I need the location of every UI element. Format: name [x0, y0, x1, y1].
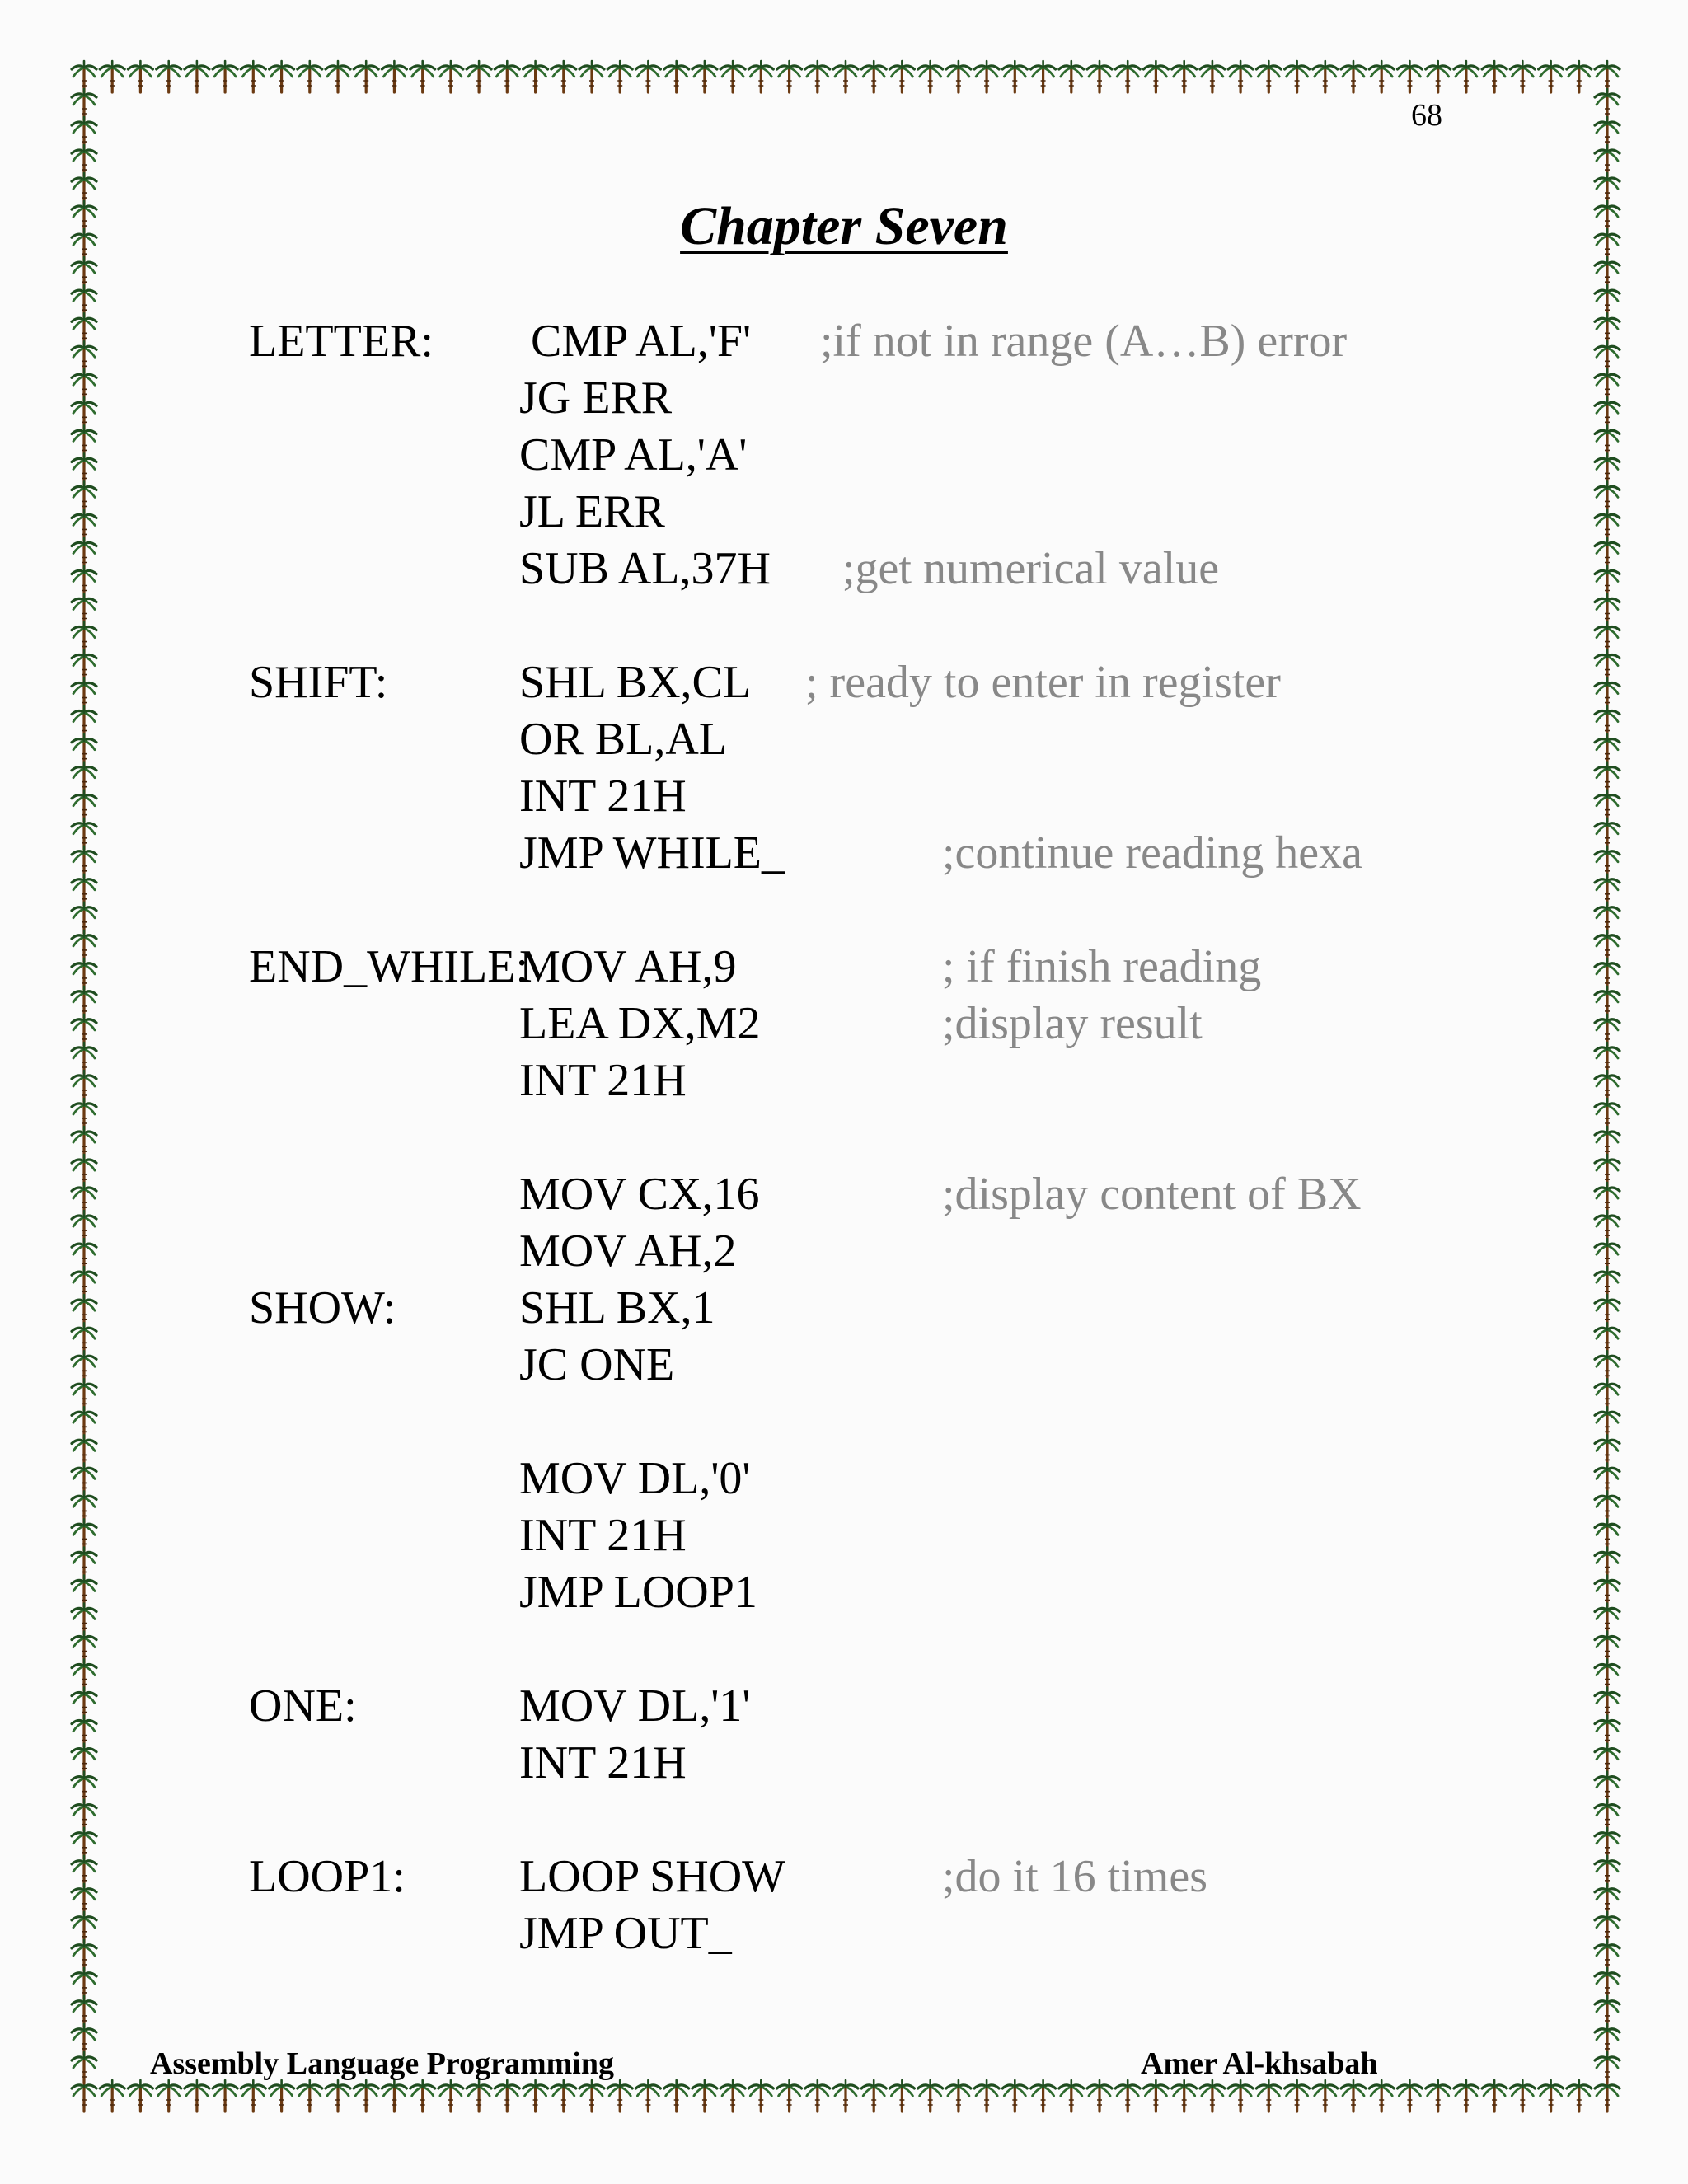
code-comment: ;if not in range (A…B) error [820, 316, 1348, 367]
palm-tree-icon [72, 622, 96, 654]
palm-tree-icon [1595, 1968, 1620, 1999]
palm-tree-icon [72, 1211, 96, 1242]
palm-tree-icon [692, 2080, 717, 2111]
palm-tree-icon [833, 61, 858, 92]
palm-tree-icon [1595, 285, 1620, 316]
palm-tree-icon [1595, 481, 1620, 513]
palm-tree-icon [72, 425, 96, 457]
palm-tree-icon [1482, 61, 1507, 92]
palm-tree-icon [1087, 2080, 1112, 2111]
code-instruction: OR BL,AL [519, 714, 727, 765]
palm-tree-icon [1595, 1744, 1620, 1775]
code-instruction: INT 21H [519, 1510, 687, 1561]
palm-tree-icon [1172, 61, 1197, 92]
palm-tree-icon [1595, 818, 1620, 850]
palm-tree-icon [298, 61, 322, 92]
palm-tree-icon [72, 1632, 96, 1663]
palm-tree-icon [1595, 930, 1620, 962]
palm-tree-icon [72, 89, 96, 120]
palm-tree-icon [72, 706, 96, 738]
palm-tree-icon [974, 61, 999, 92]
code-instruction: SUB AL,37H [519, 543, 771, 594]
code-instruction: CMP AL,'A' [519, 429, 748, 480]
palm-tree-icon [72, 1351, 96, 1382]
palm-tree-icon [1595, 1239, 1620, 1270]
palm-tree-icon [1595, 1548, 1620, 1579]
palm-tree-icon [607, 2080, 632, 2111]
palm-tree-icon [72, 145, 96, 176]
palm-tree-icon [354, 61, 378, 92]
code-comment: ;do it 16 times [942, 1851, 1207, 1902]
palm-tree-icon [72, 2052, 96, 2083]
palm-tree-icon [1595, 790, 1620, 822]
palm-tree-icon [72, 1828, 96, 1859]
footer-author: Amer Al-khsabah [1141, 2046, 1378, 2081]
palm-tree-icon [72, 285, 96, 316]
palm-tree-icon [72, 453, 96, 485]
palm-tree-icon [692, 61, 717, 92]
footer-book-title: Assembly Language Programming [150, 2046, 614, 2081]
palm-tree-icon [495, 61, 519, 92]
code-instruction: JC ONE [519, 1339, 675, 1390]
palm-tree-icon [72, 594, 96, 626]
palm-tree-icon [354, 2080, 378, 2111]
palm-tree-icon [1567, 61, 1592, 92]
palm-tree-icon [72, 1519, 96, 1550]
palm-tree-icon [1595, 1912, 1620, 1943]
palm-tree-icon [1595, 538, 1620, 569]
palm-tree-icon [72, 818, 96, 850]
palm-tree-icon [1369, 2080, 1394, 2111]
code-instruction: JL ERR [519, 486, 665, 537]
palm-tree-icon [1595, 1576, 1620, 1607]
code-instruction: JG ERR [519, 373, 673, 424]
palm-tree-icon [1567, 2080, 1592, 2111]
palm-tree-icon [72, 1155, 96, 1186]
palm-tree-icon [1595, 1435, 1620, 1466]
palm-tree-icon [72, 1912, 96, 1943]
palm-tree-icon [1595, 1884, 1620, 1915]
palm-tree-icon [805, 2080, 830, 2111]
palm-tree-icon [72, 1800, 96, 1831]
palm-tree-icon [72, 790, 96, 822]
palm-tree-icon [1595, 594, 1620, 626]
palm-tree-icon [72, 1043, 96, 1074]
palm-tree-icon [438, 2080, 463, 2111]
palm-tree-icon [1426, 2080, 1451, 2111]
palm-tree-icon [72, 1239, 96, 1270]
palm-tree-icon [1595, 1660, 1620, 1691]
palm-tree-icon [72, 2080, 96, 2111]
code-label: SHIFT: [249, 657, 388, 708]
palm-tree-icon [777, 61, 802, 92]
palm-tree-icon [889, 61, 914, 92]
palm-tree-icon [1595, 1996, 1620, 2027]
palm-tree-icon [1595, 846, 1620, 878]
code-instruction: JMP OUT_ [519, 1908, 732, 1959]
palm-tree-icon [270, 2080, 294, 2111]
palm-tree-icon [72, 229, 96, 260]
palm-tree-icon [72, 958, 96, 990]
palm-tree-icon [1595, 2052, 1620, 2083]
code-comment: ; if finish reading [942, 941, 1262, 992]
palm-tree-icon [72, 874, 96, 906]
palm-tree-icon [861, 61, 886, 92]
palm-tree-icon [1595, 1183, 1620, 1214]
palm-tree-icon [1595, 1351, 1620, 1382]
palm-tree-icon [1595, 229, 1620, 260]
palm-tree-icon [551, 61, 576, 92]
palm-tree-icon [185, 2080, 209, 2111]
palm-tree-icon [1313, 61, 1338, 92]
code-label: LETTER: [249, 316, 434, 367]
palm-tree-icon [72, 987, 96, 1018]
palm-tree-icon [1510, 2080, 1535, 2111]
palm-tree-icon [467, 61, 491, 92]
palm-tree-icon [72, 173, 96, 204]
palm-tree-icon [1595, 425, 1620, 457]
palm-tree-icon [128, 61, 152, 92]
palm-tree-icon [72, 257, 96, 288]
palm-tree-icon [1595, 1015, 1620, 1046]
code-label: END_WHILE: [249, 941, 529, 992]
code-instruction: CMP AL,'F' [519, 316, 752, 367]
code-instruction: MOV DL,'1' [519, 1680, 751, 1732]
palm-tree-icon [72, 117, 96, 148]
palm-tree-icon [1256, 61, 1281, 92]
palm-tree-icon [1595, 1407, 1620, 1438]
palm-tree-icon [72, 397, 96, 429]
palm-tree-icon [551, 2080, 576, 2111]
palm-tree-icon [72, 1856, 96, 1887]
palm-tree-icon [382, 61, 406, 92]
palm-tree-icon [1595, 453, 1620, 485]
palm-tree-icon [635, 61, 660, 92]
palm-tree-icon [72, 1604, 96, 1635]
palm-tree-icon [1031, 2080, 1056, 2111]
palm-tree-icon [1595, 1856, 1620, 1887]
palm-tree-icon [1595, 1099, 1620, 1130]
palm-tree-icon [1595, 734, 1620, 766]
palm-tree-icon [72, 341, 96, 373]
palm-tree-icon [1595, 706, 1620, 738]
palm-tree-icon [1595, 1716, 1620, 1747]
palm-tree-icon [1595, 2080, 1620, 2111]
palm-tree-icon [72, 201, 96, 232]
palm-tree-icon [72, 1968, 96, 1999]
palm-tree-icon [1285, 2080, 1310, 2111]
palm-tree-icon [1595, 1519, 1620, 1550]
palm-tree-icon [1595, 902, 1620, 934]
palm-tree-icon [1482, 2080, 1507, 2111]
palm-tree-icon [1397, 61, 1422, 92]
palm-tree-icon [72, 902, 96, 934]
palm-tree-icon [72, 1884, 96, 1915]
palm-tree-icon [410, 2080, 435, 2111]
palm-tree-icon [72, 734, 96, 766]
code-comment: ;display content of BX [942, 1169, 1362, 1220]
palm-tree-icon [1595, 1155, 1620, 1186]
palm-tree-icon [157, 2080, 181, 2111]
palm-tree-icon [1539, 2080, 1564, 2111]
palm-tree-icon [1059, 2080, 1084, 2111]
palm-tree-icon [495, 2080, 519, 2111]
palm-tree-icon [1595, 89, 1620, 120]
palm-tree-icon [889, 2080, 914, 2111]
palm-tree-icon [1510, 61, 1535, 92]
palm-tree-icon [1595, 61, 1620, 92]
palm-tree-icon [1595, 1211, 1620, 1242]
palm-tree-icon [100, 2080, 124, 2111]
palm-tree-icon [1595, 1828, 1620, 1859]
palm-tree-icon [326, 2080, 350, 2111]
palm-tree-icon [1595, 1323, 1620, 1354]
palm-tree-icon [72, 566, 96, 598]
palm-tree-icon [467, 2080, 491, 2111]
palm-tree-icon [72, 846, 96, 878]
palm-tree-icon [523, 61, 548, 92]
palm-tree-icon [72, 1183, 96, 1214]
palm-tree-icon [1595, 313, 1620, 344]
palm-tree-icon [1595, 1295, 1620, 1326]
palm-tree-icon [946, 2080, 971, 2111]
palm-tree-icon [72, 1295, 96, 1326]
palm-tree-icon [72, 1435, 96, 1466]
palm-tree-icon [1059, 61, 1084, 92]
palm-tree-icon [1595, 1043, 1620, 1074]
palm-tree-icon [1115, 61, 1140, 92]
palm-tree-icon [72, 678, 96, 710]
palm-tree-icon [1228, 2080, 1253, 2111]
palm-tree-icon [1228, 61, 1253, 92]
palm-tree-icon [326, 61, 350, 92]
palm-tree-icon [72, 1267, 96, 1298]
palm-tree-icon [748, 61, 773, 92]
palm-tree-icon [72, 538, 96, 569]
palm-tree-icon [72, 650, 96, 682]
palm-tree-icon [1397, 2080, 1422, 2111]
palm-tree-icon [918, 2080, 943, 2111]
palm-tree-icon [1115, 2080, 1140, 2111]
palm-tree-icon [185, 61, 209, 92]
palm-tree-icon [1595, 1127, 1620, 1158]
code-instruction: MOV DL,'0' [519, 1453, 751, 1504]
code-instruction: JMP WHILE_ [519, 827, 785, 879]
palm-tree-icon [72, 1323, 96, 1354]
code-instruction: JMP LOOP1 [519, 1567, 757, 1618]
palm-tree-icon [72, 1099, 96, 1130]
palm-tree-icon [579, 61, 604, 92]
palm-tree-icon [72, 1772, 96, 1803]
palm-tree-icon [72, 313, 96, 344]
palm-tree-icon [720, 61, 745, 92]
palm-tree-icon [72, 1940, 96, 1971]
palm-tree-icon [1595, 145, 1620, 176]
palm-tree-icon [1454, 2080, 1479, 2111]
palm-tree-icon [1595, 117, 1620, 148]
palm-tree-icon [1539, 61, 1564, 92]
palm-tree-icon [1595, 1071, 1620, 1102]
palm-tree-icon [72, 1660, 96, 1691]
palm-tree-icon [72, 930, 96, 962]
palm-tree-icon [777, 2080, 802, 2111]
palm-tree-icon [833, 2080, 858, 2111]
palm-tree-icon [72, 481, 96, 513]
palm-tree-icon [720, 2080, 745, 2111]
palm-tree-icon [1595, 1800, 1620, 1831]
palm-tree-icon [664, 61, 689, 92]
code-label: SHOW: [249, 1282, 396, 1333]
palm-tree-icon [72, 1688, 96, 1719]
palm-tree-icon [1313, 2080, 1338, 2111]
palm-tree-icon [382, 2080, 406, 2111]
palm-tree-icon [72, 1576, 96, 1607]
code-instruction: SHL BX,CL [519, 657, 752, 708]
palm-tree-icon [1595, 397, 1620, 429]
palm-tree-icon [1454, 61, 1479, 92]
palm-tree-icon [72, 1744, 96, 1775]
palm-tree-icon [72, 1071, 96, 1102]
code-instruction: INT 21H [519, 771, 687, 822]
palm-tree-icon [1595, 566, 1620, 598]
code-label: LOOP1: [249, 1851, 406, 1902]
palm-tree-icon [1595, 1632, 1620, 1663]
palm-tree-icon [72, 2024, 96, 2055]
palm-tree-icon [100, 61, 124, 92]
palm-tree-icon [72, 369, 96, 401]
palm-tree-icon [1595, 650, 1620, 682]
palm-tree-icon [1595, 509, 1620, 541]
palm-tree-icon [128, 2080, 152, 2111]
code-instruction: MOV AH,9 [519, 941, 737, 992]
code-instruction: MOV CX,16 [519, 1169, 760, 1220]
palm-tree-icon [1172, 2080, 1197, 2111]
palm-tree-icon [1002, 61, 1027, 92]
palm-tree-icon [298, 2080, 322, 2111]
palm-tree-icon [1595, 341, 1620, 373]
palm-tree-icon [1341, 61, 1366, 92]
palm-tree-icon [1595, 1940, 1620, 1971]
palm-tree-icon [1595, 173, 1620, 204]
palm-tree-icon [213, 2080, 237, 2111]
palm-tree-icon [523, 2080, 548, 2111]
palm-tree-icon [1426, 61, 1451, 92]
palm-tree-icon [946, 61, 971, 92]
code-instruction: LEA DX,M2 [519, 998, 761, 1049]
palm-tree-icon [1595, 1772, 1620, 1803]
palm-tree-icon [805, 61, 830, 92]
palm-tree-icon [1595, 1267, 1620, 1298]
palm-tree-icon [1002, 2080, 1027, 2111]
palm-tree-icon [72, 1407, 96, 1438]
palm-tree-icon [1031, 61, 1056, 92]
palm-tree-icon [1595, 201, 1620, 232]
palm-tree-icon [1595, 1688, 1620, 1719]
palm-tree-icon [72, 1379, 96, 1410]
code-comment: ;display result [942, 998, 1203, 1049]
palm-tree-icon [157, 61, 181, 92]
palm-tree-icon [1143, 61, 1168, 92]
palm-tree-icon [1595, 1463, 1620, 1494]
code-label: ONE: [249, 1680, 357, 1732]
code-comment: ;get numerical value [842, 543, 1220, 594]
palm-tree-icon [72, 1127, 96, 1158]
palm-tree-icon [72, 61, 96, 92]
palm-tree-icon [438, 61, 463, 92]
palm-tree-icon [1595, 874, 1620, 906]
chapter-title: Chapter Seven [680, 196, 1008, 256]
palm-tree-icon [1285, 61, 1310, 92]
palm-tree-icon [72, 1716, 96, 1747]
palm-tree-icon [1341, 2080, 1366, 2111]
code-comment: ; ready to enter in register [805, 657, 1281, 708]
code-instruction: MOV AH,2 [519, 1226, 737, 1277]
palm-tree-icon [1595, 762, 1620, 794]
palm-tree-icon [72, 762, 96, 794]
code-instruction: LOOP SHOW [519, 1851, 786, 1902]
palm-tree-icon [72, 1015, 96, 1046]
palm-tree-icon [270, 61, 294, 92]
palm-tree-icon [241, 2080, 265, 2111]
palm-tree-icon [748, 2080, 773, 2111]
palm-tree-icon [1256, 2080, 1281, 2111]
palm-tree-icon [1595, 622, 1620, 654]
palm-tree-icon [410, 61, 435, 92]
palm-tree-icon [72, 1548, 96, 1579]
code-comment: ;continue reading hexa [942, 827, 1363, 879]
code-instruction: INT 21H [519, 1055, 687, 1106]
page-number: 68 [1411, 98, 1442, 133]
palm-tree-icon [1595, 1379, 1620, 1410]
code-instruction: SHL BX,1 [519, 1282, 715, 1333]
palm-tree-icon [1369, 61, 1394, 92]
palm-tree-icon [918, 61, 943, 92]
palm-tree-icon [1143, 2080, 1168, 2111]
palm-tree-icon [1200, 2080, 1225, 2111]
palm-tree-icon [1595, 369, 1620, 401]
palm-tree-icon [579, 2080, 604, 2111]
palm-tree-icon [213, 61, 237, 92]
palm-tree-icon [1200, 61, 1225, 92]
palm-tree-icon [241, 61, 265, 92]
palm-tree-icon [1595, 987, 1620, 1018]
palm-tree-icon [72, 1491, 96, 1522]
palm-tree-icon [72, 1463, 96, 1494]
palm-tree-icon [635, 2080, 660, 2111]
palm-tree-icon [72, 1996, 96, 2027]
palm-tree-icon [974, 2080, 999, 2111]
palm-tree-icon [1595, 1604, 1620, 1635]
palm-tree-icon [1595, 958, 1620, 990]
palm-tree-icon [1087, 61, 1112, 92]
palm-tree-icon [1595, 1491, 1620, 1522]
palm-tree-icon [664, 2080, 689, 2111]
palm-tree-icon [861, 2080, 886, 2111]
palm-tree-icon [1595, 2024, 1620, 2055]
code-instruction: INT 21H [519, 1737, 687, 1788]
palm-tree-icon [607, 61, 632, 92]
palm-tree-icon [1595, 257, 1620, 288]
palm-tree-icon [72, 509, 96, 541]
palm-tree-icon [1595, 678, 1620, 710]
